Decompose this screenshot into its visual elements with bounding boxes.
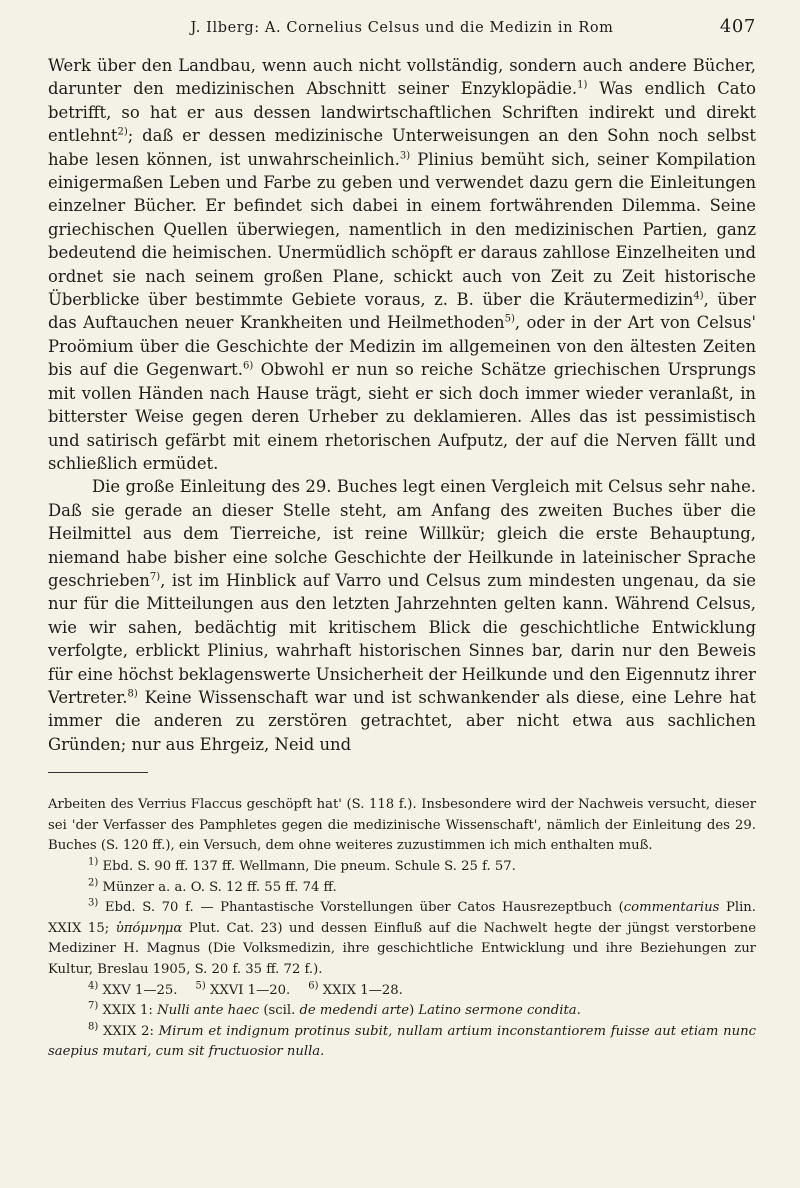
- footnote-ref-1: 1): [577, 79, 588, 91]
- footnote-mark: 4): [88, 980, 99, 992]
- footnote-ref-8: 8): [127, 688, 138, 700]
- footnotes-4-6: [48, 981, 756, 1002]
- footnote-ref-4: 4): [693, 290, 704, 302]
- footnote-mark: 8): [88, 1021, 99, 1033]
- text-run: , oder in der Art von Celsus' Proömium über die Geschichte der Medizin im allgemeinen von den ältesten Zeiten bis auf die Gegenwart.: [48, 313, 756, 380]
- text-run: Werk über den Landbau, wenn auch nicht vollständig, sondern auch andere Bücher, darunter den medizinischen Abschnitt seiner Enzyklopädie.: [48, 56, 756, 99]
- footnote-mark: 7): [88, 1000, 99, 1012]
- paragraph-1: [48, 54, 756, 475]
- text-run: , ist im Hinblick auf Varro und Celsus zum mindesten ungenau, da sie nur für die Mitteilungen aus den letzten Jahrzehnten gelten kann. Während Celsus, wie wir sahen, bedächtig mit kritischem Blick die geschichtliche Entwicklung verfolgte, erblickt Plinius, wahrhaft historischen Sinnes bar, darin nur den Beweis für eine höchst beklagenswerte Unsicherheit der Heilkunde und den Eigennutz ihrer Vertreter.: [48, 570, 756, 707]
- running-header: [48, 14, 756, 44]
- footnote-text: Plut. Cat. 23) und dessen Einfluß auf die Nachwelt hegte der jüngst verstorbene Mediziner H. Magnus (Die Volksmedizin, ihre geschichtliche Entwicklung und ihre Beziehungen zur Kultur, Breslau 1905, S. 20 f. 35 ff. 72 f.).: [48, 920, 756, 977]
- footnote-ref-7: 7): [149, 571, 161, 583]
- footnote-text: (scil.: [259, 1003, 300, 1019]
- running-title: J. Ilberg: A. Cornelius Celsus und die Medizin in Rom: [190, 20, 614, 36]
- footnote-italic: Nulli ante haec: [157, 1003, 260, 1019]
- text-run: Keine Wissenschaft war und ist schwankender als diese, eine Lehre hat immer die anderen zu zerstören getrachtet, aber nicht etwa aus sachlichen Gründen; nur aus Ehrgeiz, Neid und: [48, 687, 756, 754]
- footnote-text: XXV 1—25.: [98, 982, 178, 998]
- footnote-mark: 2): [88, 877, 99, 889]
- footnote-text: Münzer a. a. O. S. 12 ff. 55 ff. 74 ff.: [98, 879, 337, 895]
- footnote-continued: Arbeiten des Verrius Flaccus geschöpft hat' (S. 118 f.). Insbesondere wird der Nachweis versucht, dieser sei 'der Verfasser des Pamphletes gegen die medizinische Wissenschaft', nämlich der Einleitung des 29. Buches (S. 120 ff.), ein Versuch, dem ohne weiteres zuzustimmen ich mich enthalten muß.: [48, 797, 756, 854]
- main-text: [48, 54, 756, 756]
- footnote-3: [48, 898, 756, 980]
- footnote-text: ): [409, 1003, 419, 1019]
- footnote-ref-2: 2): [117, 126, 128, 138]
- page: [48, 14, 756, 1063]
- footnote-text: XXIX 1:: [98, 1003, 158, 1019]
- footnote-text: Plin. XXIX 15;: [48, 900, 756, 936]
- footnote-text: Ebd. S. 70 f. — Phantastische Vorstellungen über Catos Hausrezeptbuch (: [98, 900, 624, 916]
- footnote-separator: [48, 772, 148, 773]
- footnote-italic: de medendi arte: [299, 1003, 410, 1019]
- footnotes: [48, 795, 756, 1063]
- text-run: Was endlich Cato betrifft, so hat er aus dessen landwirtschaftlichen Schriften indirekt und direkt entlehnt: [48, 79, 756, 146]
- footnote-8: [48, 1022, 756, 1063]
- footnote-text: XXVI 1—20.: [205, 982, 291, 998]
- footnote-mark: 6): [308, 980, 319, 992]
- footnote-italic: Mirum et indignum protinus subit, nullam artium inconstantiorem fuisse aut etiam nunc saepius mutari, cum sit fructuosior nulla.: [48, 1023, 756, 1060]
- greek-word: ὑπόμνημα: [115, 920, 183, 936]
- text-run: Die große Einleitung des 29. Buches legt einen Vergleich mit Celsus sehr nahe. Daß sie gerade an dieser Stelle steht, am Anfang des zweiten Buches über die Heilmittel aus dem Tierreiche, ist reine Willkür; gleich die erste Behauptung, niemand habe bisher eine solche Geschichte der Heilkunde in lateinischer Sprache geschrieben: [48, 477, 756, 590]
- footnote-text: Ebd. S. 90 ff. 137 ff. Wellmann, Die pneum. Schule S. 25 f. 57.: [98, 858, 516, 874]
- footnote-2: [48, 878, 756, 899]
- footnote-mark: 5): [195, 980, 206, 992]
- footnote-mark: 1): [88, 856, 99, 868]
- text-run: Obwohl er nun so reiche Schätze griechischen Ursprungs mit vollen Händen nach Hause trägt, sieht er sich doch immer wieder veranlaßt, in bitterster Weise gegen deren Urheber zu deklamieren. Alles das ist pessimistisch und satirisch gefärbt mit einem rhetorischen Aufputz, der auf die Nerven fällt und schließlich ermüdet.: [48, 360, 756, 473]
- footnote-mark: 3): [88, 897, 99, 909]
- text-run: , über das Auftauchen neuer Krankheiten und Heilmethoden: [48, 290, 756, 333]
- footnote-italic: commentarius: [623, 900, 720, 916]
- footnote-ref-5: 5): [504, 314, 515, 325]
- footnote-italic: Latino sermone condita.: [418, 1003, 581, 1019]
- page-number: 407: [719, 16, 756, 37]
- text-run: ; daß er dessen medizinische Unterweisungen an den Sohn noch selbst habe lesen können, ist unwahrscheinlich.: [48, 126, 756, 169]
- footnote-1: [48, 857, 756, 878]
- text-run: Plinius bemüht sich, seiner Kompilation einigermaßen Leben und Farbe zu geben und verwendet dazu gern die Einleitungen einzelner Bücher. Er befindet sich dabei in einem fortwährenden Dilemma. Seine griechischen Quellen überwiegen, namentlich in den medizinischen Partien, ganz bedeutend die heimischen. Unermüdlich schöpft er daraus zahllose Einzelheiten und ordnet sie nach seinem großen Plane, schickt auch von Zeit zu Zeit historische Überblicke über bestimmte Gebiete voraus, z. B. über die Kräutermedizin: [48, 149, 756, 310]
- footnote-ref-3: 3): [399, 150, 411, 162]
- paragraph-2: [48, 475, 756, 756]
- footnote-7: [48, 1001, 756, 1022]
- footnote-text: XXIX 2:: [98, 1023, 159, 1039]
- footnote-ref-6: 6): [242, 360, 254, 372]
- footnote-text: XXIX 1—28.: [318, 982, 403, 998]
